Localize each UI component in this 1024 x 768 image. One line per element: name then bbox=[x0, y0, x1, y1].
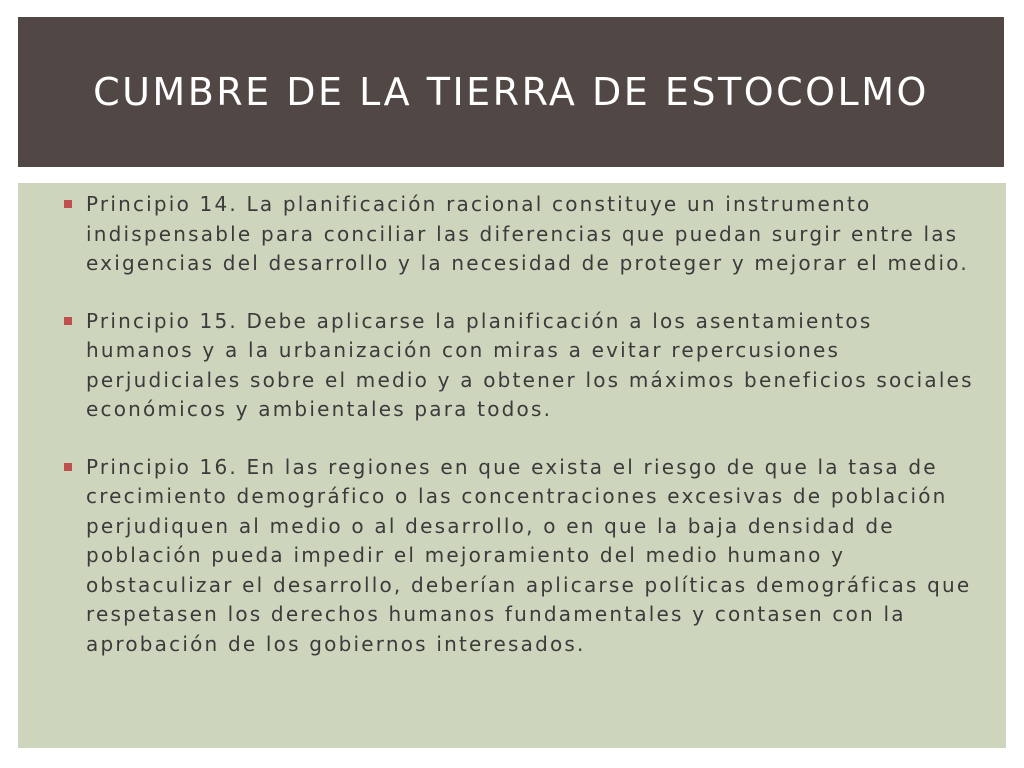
square-bullet-icon bbox=[64, 463, 72, 471]
content-panel bbox=[18, 183, 1006, 748]
bullet-list bbox=[18, 190, 1006, 659]
bullet-text: Principio 14. La planificación racional constituye un instrumento indispensable para conciliar las diferencias que puedan surgir entre las exigencias del desarrollo y la necesidad de proteger y mejorar el medio. bbox=[86, 192, 969, 275]
bullet-item-principio-15 bbox=[18, 307, 1006, 425]
bullet-text: Principio 16. En las regiones en que exista el riesgo de que la tasa de crecimiento demográfico o las concentraciones excesivas de población perjudiquen al medio o al desarrollo, o en que la baja densidad de población pueda impedir el mejoramiento del medio humano y obstaculizar el desarrollo, deberían aplicarse políticas demográficas que respetasen los derechos humanos fundamentales y contasen con la aprobación de los gobiernos interesados. bbox=[86, 454, 972, 656]
title-bar bbox=[18, 17, 1004, 167]
slide-title: CUMBRE DE LA TIERRA DE ESTOCOLMO bbox=[93, 70, 929, 114]
bullet-text: Principio 15. Debe aplicarse la planificación a los asentamientos humanos y a la urbanización con miras a evitar repercusiones perjudiciales sobre el medio y a obtener los máximos beneficios sociales económicos y ambientales para todos. bbox=[86, 308, 974, 421]
square-bullet-icon bbox=[64, 200, 72, 208]
bullet-item-principio-16 bbox=[18, 453, 1006, 660]
square-bullet-icon bbox=[64, 317, 72, 325]
bullet-item-principio-14 bbox=[18, 190, 1006, 279]
